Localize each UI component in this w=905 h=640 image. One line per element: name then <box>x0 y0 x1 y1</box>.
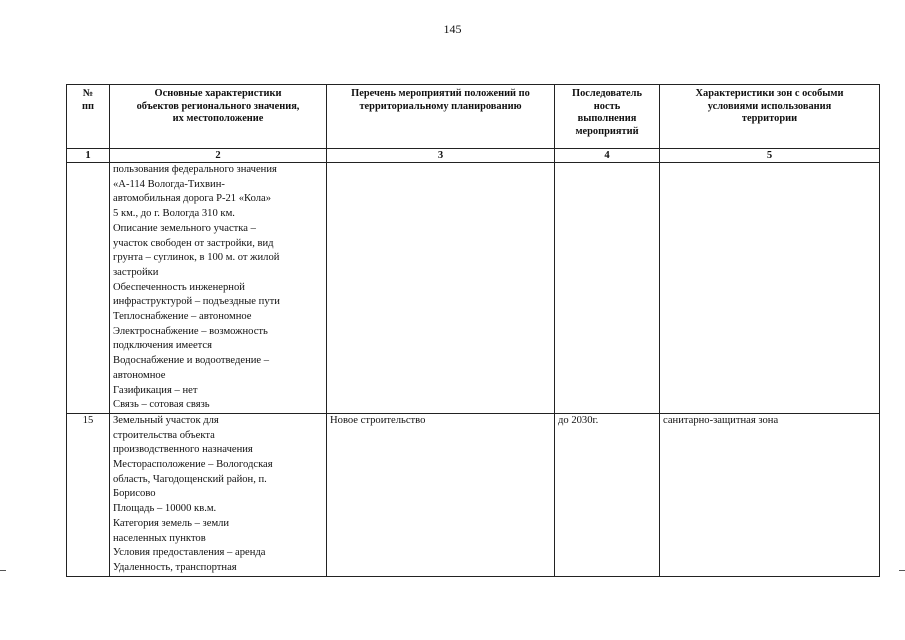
row-number <box>67 163 110 414</box>
header-measures: Перечень мероприятий положений по территориальному планированию <box>327 85 555 149</box>
measures-cell: Новое строительство <box>327 413 555 576</box>
row-number: 15 <box>67 413 110 576</box>
column-number: 4 <box>555 149 660 163</box>
column-number: 2 <box>110 149 327 163</box>
measures-table <box>66 84 880 577</box>
header-sequence: Последователь ность выполнения мероприятий <box>555 85 660 149</box>
header-characteristics: Основные характеристики объектов регионального значения, их местоположение <box>110 85 327 149</box>
page-number: 145 <box>443 22 462 36</box>
characteristics-cell: пользования федерального значения «А-114 Вологда-Тихвин- автомобильная дорога Р-21 «Кола» 5 км., до г. Вологда 310 км. Описание земельного участка – участок свободен от застройки, вид грунта – суглинок, в 100 м. от жилой застройки Обеспеченность инженерной инфраструктурой – подъездные пути Теплоснабжение – автономное Электроснабжение – возможность подключения имеется Водоснабжение и водоотведение – автономное Газификация – нет Связь – сотовая связь <box>110 163 327 414</box>
sequence-cell: до 2030г. <box>555 413 660 576</box>
sequence-cell <box>555 163 660 414</box>
column-number-row <box>67 149 880 163</box>
zones-cell: санитарно-защитная зона <box>660 413 880 576</box>
header-number: № пп <box>67 85 110 149</box>
edge-mark <box>0 570 6 571</box>
measures-cell <box>327 163 555 414</box>
edge-mark <box>899 570 905 571</box>
column-number: 5 <box>660 149 880 163</box>
characteristics-cell: Земельный участок для строительства объекта производственного назначения Месторасположение – Вологодская область, Чагодощенский район, п. Борисово Площадь – 10000 кв.м. Категория земель – земли населенных пунктов Условия предоставления – аренда Удаленность, транспортная <box>110 413 327 576</box>
column-number: 1 <box>67 149 110 163</box>
header-zones: Характеристики зон с особыми условиями использования территории <box>660 85 880 149</box>
column-number: 3 <box>327 149 555 163</box>
zones-cell <box>660 163 880 414</box>
table-row <box>67 413 880 576</box>
header-row <box>67 85 880 149</box>
table-row <box>67 163 880 414</box>
